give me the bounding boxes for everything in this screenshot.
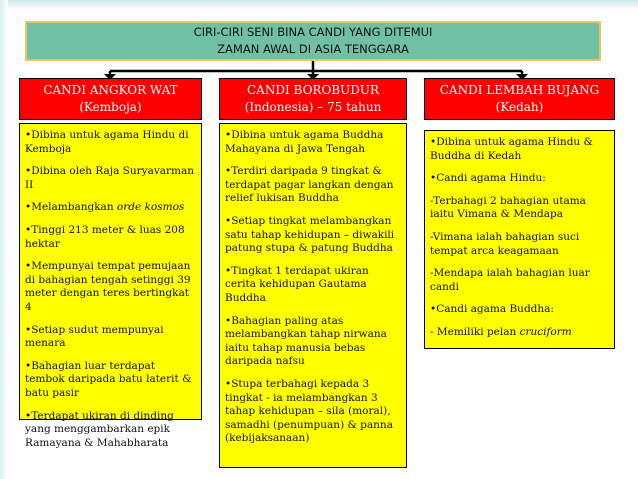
detail-item: •Stupa terbahagi kepada 3 tingkat - ia melambangkan 3 tahap kehidupan – sila (moral), samadhi (penumpuan) & panna (kebijaksanaan): [225, 377, 393, 445]
title-line-1: CIRI-CIRI SENI BINA CANDI YANG DITEMUI: [193, 25, 433, 39]
heading-borobudur: [219, 78, 407, 120]
detail-item: •Melambangkan orde kosmos: [25, 201, 185, 214]
title-line-2: ZAMAN AWAL DI ASIA TENGGARA: [217, 42, 409, 56]
details-lembah-bujang: [424, 130, 615, 349]
detail-item: •Candi agama Buddha:: [430, 303, 554, 316]
heading-angkor-wat: [19, 78, 202, 120]
detail-item: •Setiap sudut mempunyai menara: [25, 323, 164, 350]
detail-item: -Terbahagi 2 bahagian utama iaitu Vimana & Mendapa: [430, 194, 586, 221]
heading-subtitle: (Kemboja): [79, 100, 142, 114]
detail-item: •Terdapat ukiran di dinding yang menggambarkan epik Ramayana & Mahabharata: [25, 409, 174, 449]
detail-item: •Terdiri daripada 9 tingkat & terdapat pagar langkan dengan relief lukisan Buddha: [225, 165, 394, 205]
detail-item: •Dibina oleh Raja Suryavarman II: [25, 165, 195, 191]
heading-subtitle: (Indonesia) – 75 tahun: [244, 100, 382, 114]
detail-item: •Mempunyai tempat pemujaan di bahagian tengah setinggi 39 meter dengan teres bertingkat 4: [25, 260, 191, 313]
detail-item: - Memiliki pelan cruciform: [430, 325, 572, 338]
heading-title: CANDI ANGKOR WAT: [43, 83, 178, 97]
detail-item: •Bahagian paling atas melambangkan tahap nirwana iaitu tahap manusia bebas daripada nafsu: [225, 314, 387, 368]
detail-item: •Dibina untuk agama Hindu & Buddha di Kedah: [430, 136, 593, 162]
connector-tree: [0, 0, 638, 90]
detail-item: -Vimana ialah bahagian suci tempat arca keagamaan: [430, 230, 580, 257]
detail-item: •Candi agama Hindu:: [430, 172, 546, 185]
detail-item: •Setiap tingkat melambangkan satu tahap kehidupan – diwakili patung stupa & patung Buddha: [225, 214, 395, 255]
details-borobudur: [219, 123, 407, 468]
heading-lembah-bujang: [424, 78, 615, 120]
detail-item: •Tingkat 1 terdapat ukiran cerita kehidupan Gautama Buddha: [225, 264, 369, 304]
detail-item: -Mendapa ialah bahagian luar candi: [430, 267, 590, 293]
detail-item: •Dibina untuk agama Buddha Mahayana di Jawa Tengah: [225, 129, 384, 155]
detail-item: •Tinggi 213 meter & luas 208 hektar: [25, 223, 185, 250]
heading-title: CANDI BOROBUDUR: [247, 83, 379, 97]
detail-item: •Dibina untuk agama Hindu di Kemboja: [25, 129, 189, 155]
details-angkor-wat: [19, 123, 202, 449]
heading-title: CANDI LEMBAH BUJANG: [439, 83, 600, 97]
detail-item: •Bahagian luar terdapat tembok daripada batu laterit & batu pasir: [25, 359, 192, 399]
heading-subtitle: (Kedah): [495, 100, 544, 114]
